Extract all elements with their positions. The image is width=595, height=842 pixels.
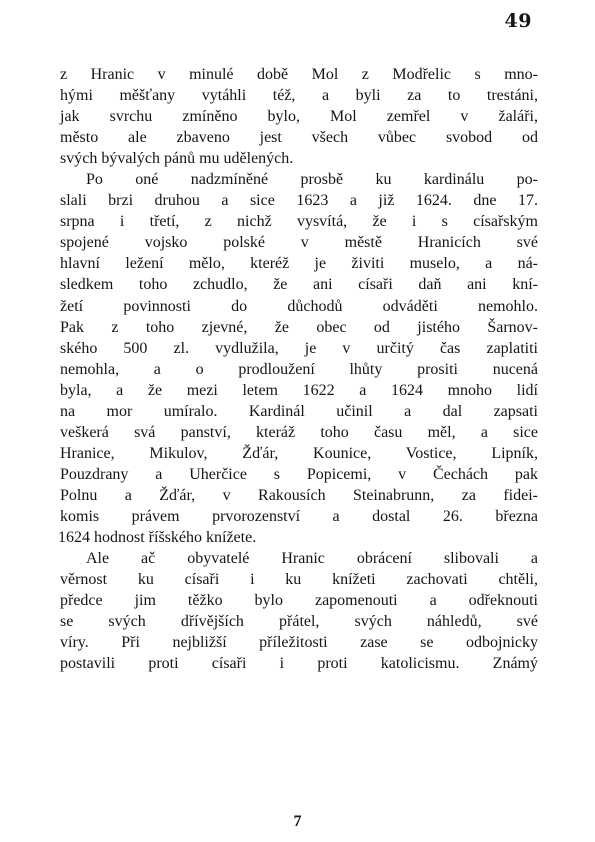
text-line: svých bývalých pánů mu udělených.	[60, 150, 294, 168]
text-line: hlavní ležení mělo, kteréž je živiti muselo, a ná-	[60, 255, 538, 273]
text-line: spojené vojsko polské v městě Hranicích své	[60, 234, 538, 252]
text-line: žetí povinnosti do důchodů odváděti nemohlo.	[60, 297, 538, 315]
text-line: slali brzi druhou a sice 1623 a již 1624. dne 17.	[60, 192, 538, 210]
text-line: postavili proti císaři i proti katolicismu. Známý	[60, 655, 538, 673]
text-line: hými měšťany vytáhli též, a byli za to trestáni,	[60, 87, 538, 105]
signature-mark: 7	[293, 813, 302, 830]
text-line: předce jim těžko bylo zapomenouti a odřeknouti	[60, 592, 538, 610]
text-line: byla, a že mezi letem 1622 a 1624 mnoho lidí	[60, 381, 538, 399]
text-line: ského 500 zl. vydlužila, je v určitý čas zaplatiti	[60, 339, 538, 357]
text-line: Pouzdrany a Uherčice s Popicemi, v Čechách pak	[60, 465, 538, 483]
text-line: se svých dřívějších přátel, svých náhledů, své	[60, 613, 538, 631]
text-line: věrnost ku císaři i ku knížeti zachovati chtěli,	[60, 571, 538, 589]
text-line: sledkem toho zchudlo, že ani císaři daň ani kní-	[60, 276, 538, 294]
text-line: z Hranic v minulé době Mol z Modřelic s mno-	[60, 66, 538, 83]
text-line: Pak z toho zjevné, že obec od jistého Šarnov-	[60, 318, 538, 336]
text-line: víry. Při nejbližší příležitosti zase se odbojnicky	[60, 634, 538, 652]
text-line: jak svrchu zmíněno bylo, Mol zemřel v žaláři,	[60, 108, 538, 126]
text-line: srpna i třetí, z nichž vysvítá, že i s císařským	[60, 213, 538, 231]
paragraph-start-line: Ale ač obyvatelé Hranic obrácení slibovali a	[86, 550, 538, 568]
text-line: na mor umíralo. Kardinál učinil a dal zapsati	[60, 402, 538, 420]
text-line: veškerá svá panství, kteráž toho času měl, a sice	[60, 423, 538, 441]
text-line: Hranice, Mikulov, Žďár, Kounice, Vostice, Lipník,	[60, 444, 538, 462]
page-number: 49	[504, 10, 532, 32]
text-line: Polnu a Žďár, v Rakousích Steinabrunn, za fidei-	[60, 486, 538, 504]
text-line: nemohla, a o prodloužení lhůty prositi nucená	[60, 360, 538, 378]
text-line: 1624 hodnost říšského knížete.	[58, 529, 257, 547]
text-line: komis právem prvorozenství a dostal 26. března	[60, 507, 538, 525]
paragraph-start-line: Po oné nadzmíněné prosbě ku kardinálu po-	[86, 171, 538, 189]
text-line: město ale zbaveno jest všech vůbec svobod od	[60, 129, 538, 147]
body-text	[60, 64, 538, 674]
